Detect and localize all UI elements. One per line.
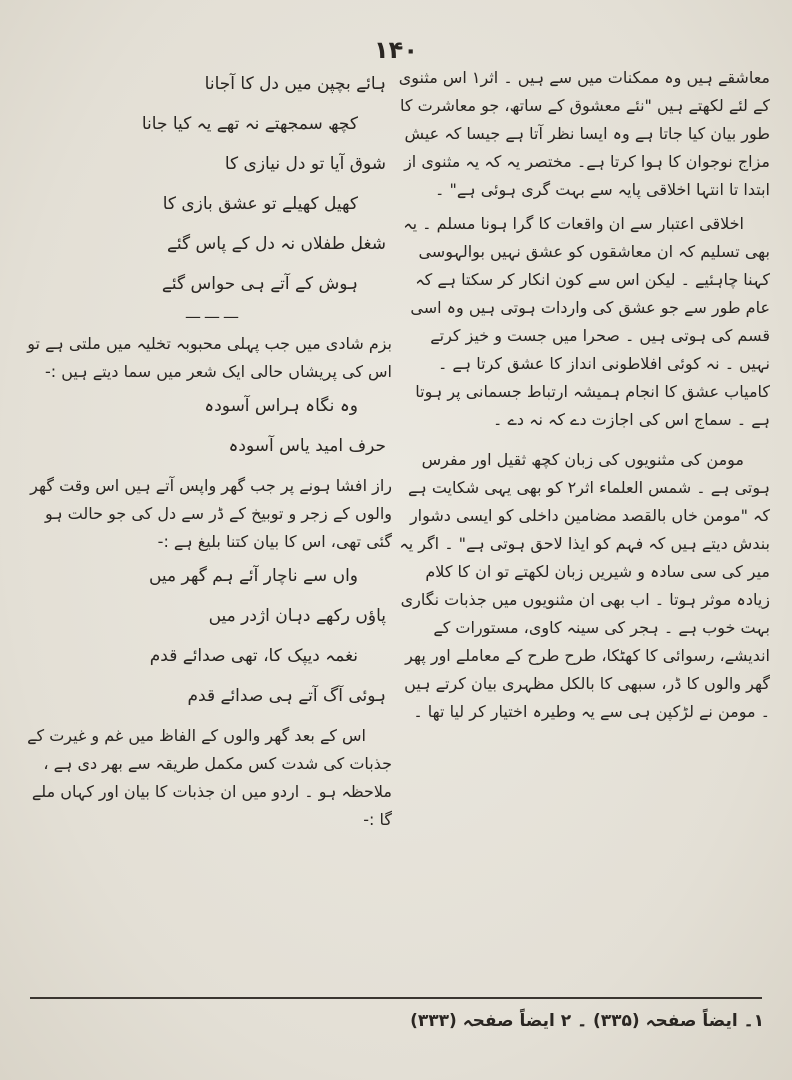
verse-line: کھیل کھیلے تو عشق بازی کا: [162, 194, 358, 214]
verse-block-1: [18, 64, 392, 304]
verse-line: کچھ سمجھتے نہ تھے یہ کیا جانا: [141, 114, 358, 134]
section-divider: ———: [185, 307, 242, 326]
page-number: ۱۴۰: [374, 36, 418, 64]
right-paragraph-3: مومن کی مثنویوں کی زبان کچھ ثقیل اور مفرس ہوتی ہے ۔ شمس العلماء اثر۲ کو بھی یہی شکایت ہے کہ "مومن خاں بالقصد مضامین داخلی کو ایسی دشوار بندش دیتے ہیں کہ فہم کو ایذا لاحق ہوتی ہے" ۔ اگر یہ میر کی سی سادہ و شیریں زبان لکھتے تو ان کا کلام زیادہ موثر ہوتا ۔ اب بھی ان مثنویوں میں جذبات نگاری بہت خوب ہے ۔ ہجر کی سینہ کاوی، مستورات کے اندیشے، رسوائی کا کھٹکا، طرح طرح کے معاملے اور پھر گھر والوں کا ڈر، سبھی کا بالکل مظہری بیان کرتے ہیں ۔ مومن نے لڑکپن ہی سے یہ وطیرہ اختیار کر لیا تھا ۔: [399, 450, 770, 721]
verse-line: واں سے ناچار آئے ہم گھر میں: [148, 566, 358, 586]
verse-line: ہوئی آگ آتے ہی صدائے قدم: [187, 686, 386, 706]
verse-line: حرف امید یاس آسودہ: [228, 436, 386, 456]
verse-line: نغمہ دیپک کا، تھی صدائے قدم: [149, 646, 358, 666]
verse-line: ہوش کے آتے ہی حواس گئے: [161, 274, 358, 294]
right-paragraph-2: اخلاقی اعتبار سے ان واقعات کا گرا ہونا مسلم ۔ یہ بھی تسلیم کہ ان معاشقوں کو عشق نہیں بوالہوسی کہنا چاہئیے ۔ لیکن اس سے کون انکار کر سکتا ہے کہ عام طور سے جو عشق کی واردات ہوتی ہیں وہ اسی قسم کی ہوتی ہیں ۔ صحرا میں جست و خیز کرتے نہیں ۔ نہ کوئی افلاطونی انداز کا عشق کرتا ہے ۔ کامیاب عشق کا انجام ہمیشہ ارتباط جسمانی پر ہوتا ہے ۔ سماج اس کی اجازت دے کہ نہ دے ۔: [403, 214, 770, 429]
footnote-rule: [30, 997, 762, 999]
verse-line: پاؤں رکھے دہان اژدر میں: [208, 606, 386, 626]
right-paragraph-1: معاشقے ہیں وہ ممکنات میں سے ہیں ۔ اثر۱ اس مثنوی کے لئے لکھتے ہیں "نئے معشوق کے ساتھ، جو معاشرت کا طور بیان کیا جاتا ہے وہ ایسا نظر آتا ہے جیسا کہ عیش مزاج نوجوان کا ہوا کرتا ہے۔ مختصر یہ کہ یہ مثنوی از ابتدا تا انتہا اخلاقی پایہ سے بہت گری ہوئی ہے" ۔: [398, 68, 770, 199]
verse-block-2: [18, 386, 392, 466]
left-paragraph-1: بزم شادی میں جب پہلی محبوبہ تخلیہ میں ملتی ہے تو اس کی پریشاں حالی ایک شعر میں سما دیتے ہیں :-: [27, 334, 392, 381]
verse-block-3: [18, 556, 392, 716]
verse-line: ہائے بچپن میں دل کا آجانا: [204, 74, 386, 94]
left-column: [18, 64, 392, 834]
left-paragraph-2: راز افشا ہونے پر جب گھر واپس آتے ہیں اس وقت گھر والوں کے زجر و توبیخ کے ڈر سے دل کی جو حالت ہو گئی تھی، اس کا بیان کتنا بلیغ ہے :-: [30, 476, 392, 551]
verse-line: وہ نگاہ ہراس آسودہ: [204, 396, 358, 416]
footnote: ۱۔ ایضاً صفحہ (۳۳۵) ۔ ۲ ایضاً صفحہ (۳۳۳): [410, 1011, 764, 1031]
verse-line: شغل طفلاں نہ دل کے پاس گئے: [166, 234, 386, 254]
right-column: [398, 64, 770, 726]
left-paragraph-3: اس کے بعد گھر والوں کے الفاظ میں غم و غیرت کے جذبات کی شدت کس مکمل طریقہ سے بھر دی ہے ، ملاحظہ ہو ۔ اردو میں ان جذبات کا بیان اور کہاں ملے گا :-: [27, 726, 392, 829]
verse-line: شوق آیا تو دل نیازی کا: [224, 154, 386, 174]
